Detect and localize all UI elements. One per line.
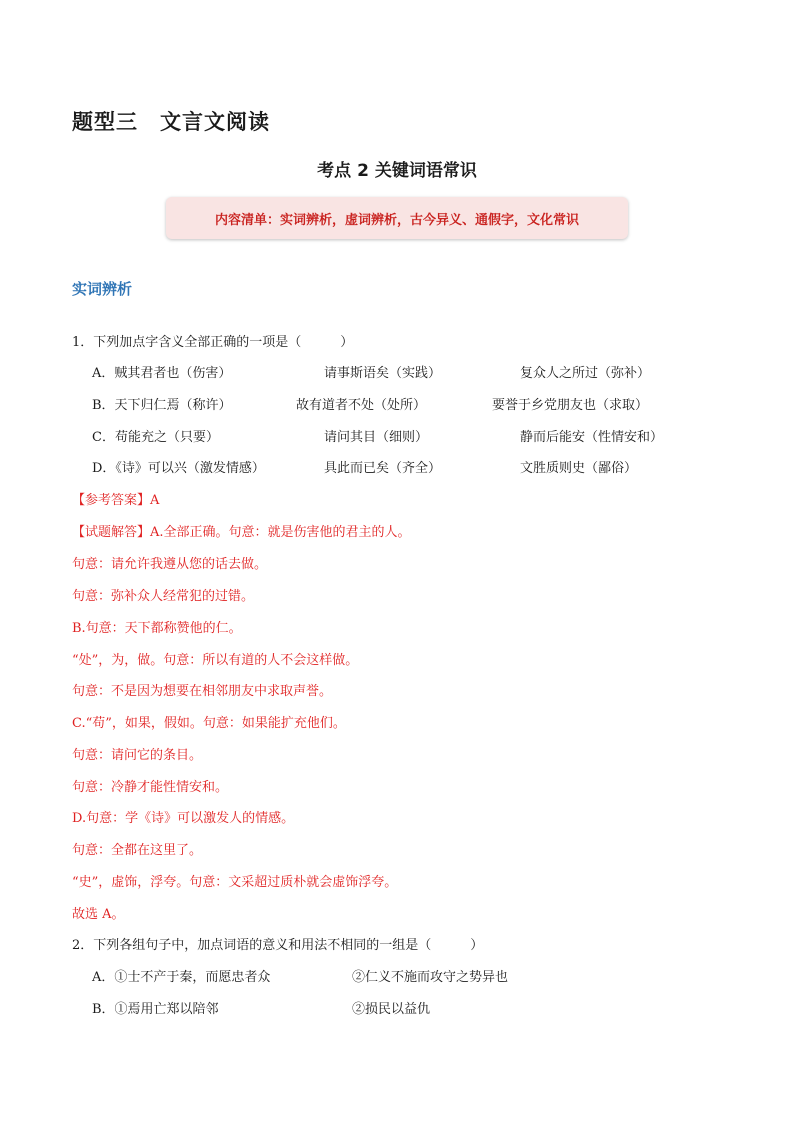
content-list-box xyxy=(166,197,628,239)
q1-explanation-line: C.“苟”，如果，假如。句意：如果能扩充他们。 xyxy=(72,716,346,731)
subsection-title: 实词辨析 xyxy=(72,280,133,298)
q1-option-b-1: B．天下归仁焉（称许） xyxy=(92,398,232,413)
q1-explanation-line: D.句意：学《诗》可以激发人的情感。 xyxy=(72,811,295,826)
q1-explanation-line: 句意：全都在这里了。 xyxy=(72,843,203,858)
q1-option-a-3: 复众人之所过（弥补） xyxy=(520,366,651,381)
q1-explanation-line: 故选 A。 xyxy=(72,907,125,922)
q1-explanation-line: “处”，为，做。句意：所以有道的人不会这样做。 xyxy=(72,653,359,668)
q1-option-a-2: 请事斯语矣（实践） xyxy=(324,366,442,381)
q1-option-c-1: C．苟能充之（只要） xyxy=(92,430,219,445)
q1-explanation-line: 句意：冷静才能性情安和。 xyxy=(72,780,229,795)
q1-explanation-line: 句意：弥补众人经常犯的过错。 xyxy=(72,589,255,604)
q1-option-b-2: 故有道者不处（处所） xyxy=(296,398,427,413)
q1-option-d-1: D．《诗》可以兴（激发情感） xyxy=(92,461,265,476)
q1-option-b-3: 要誉于乡党朋友也（求取） xyxy=(492,398,649,413)
q1-answer: 【参考答案】A xyxy=(72,493,160,508)
topic-title: 考点 2 关键词语常识 xyxy=(317,161,477,181)
q2-option-b-1: B．①焉用亡郑以陪邻 xyxy=(92,1002,219,1017)
q1-explanation-line: 句意：不是因为想要在相邻朋友中求取声誉。 xyxy=(72,684,333,699)
q1-option-d-3: 文胜质则史（鄙俗） xyxy=(520,461,638,476)
q1-explanation-line: 句意：请问它的条目。 xyxy=(72,748,203,763)
q1-option-a-1: A．贼其君者也（伤害） xyxy=(92,366,232,381)
q1-explanation-line: 句意：请允许我遵从您的话去做。 xyxy=(72,557,268,572)
section-title: 题型三 文言文阅读 xyxy=(72,110,270,134)
q1-explanation-line: “史”，虚饰，浮夸。句意：文采超过质朴就会虚饰浮夸。 xyxy=(72,875,398,890)
question-2-stem: 2．下列各组句子中，加点词语的意义和用法不相同的一组是（ ） xyxy=(72,938,484,953)
q2-option-a-2: ②仁义不施而攻守之势异也 xyxy=(352,970,509,985)
q1-explanation-line: B.句意：天下都称赞他的仁。 xyxy=(72,621,242,636)
q2-option-b-2: ②损民以益仇 xyxy=(352,1002,431,1017)
question-1-stem: 1．下列加点字含义全部正确的一项是（ ） xyxy=(72,335,354,350)
q1-option-c-3: 静而后能安（性情安和） xyxy=(520,430,664,445)
content-list-text: 内容清单：实词辨析，虚词辨析，古今异义、通假字，文化常识 xyxy=(214,212,579,228)
q1-option-c-2: 请问其目（细则） xyxy=(324,430,429,445)
q1-option-d-2: 具此而已矣（齐全） xyxy=(324,461,442,476)
q2-option-a-1: A．①士不产于秦，而愿忠者众 xyxy=(92,970,271,985)
q1-explanation-line: 【试题解答】A.全部正确。句意：就是伤害他的君主的人。 xyxy=(72,525,411,540)
